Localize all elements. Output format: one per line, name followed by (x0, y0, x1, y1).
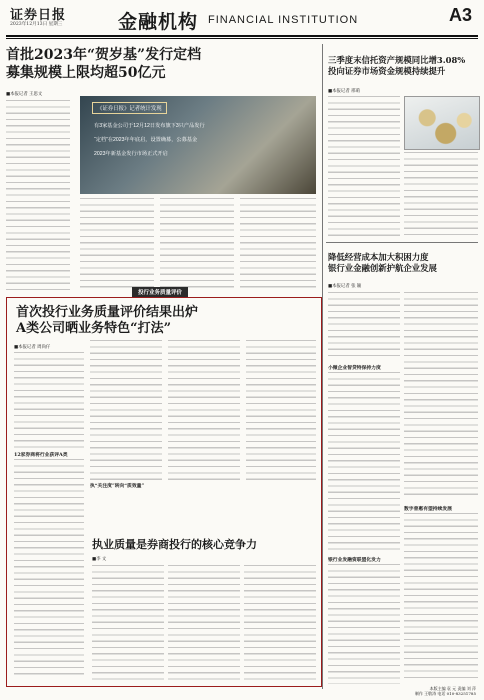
secondary-body-2 (14, 459, 84, 679)
lead-headline-line1: 首批2023年“贺岁基”发行定档 (6, 47, 202, 63)
right-mid-headline-line2: 银行业金融创新护航企业发展 (328, 262, 437, 273)
lead-headline (6, 47, 321, 82)
right-mid-subhead-2: 银行业发融资联盟化发力 (328, 557, 381, 563)
secondary-subhead-1: 12家券商将行业获评A类 (14, 452, 68, 458)
lead-headline-line2: 募集规模上限均超50亿元 (6, 64, 166, 81)
photo-caption-line3: 2023年新基金发行市场正式开启 (94, 151, 168, 157)
secondary-body-3 (90, 340, 162, 480)
lead-byline: ■本报记者 王思文 (6, 92, 43, 97)
right-mid-subhead-1: 小微企业智贷特保持力度 (328, 365, 381, 371)
secondary-body-1 (14, 352, 84, 448)
photo-caption-line2: “定档”在2023年年底启，设置确募，公募基金 (94, 137, 198, 143)
lead-body-column-2 (80, 198, 154, 290)
lead-body-column-1 (6, 100, 70, 290)
footer-editors: 本版主编 袁 元 责编 刘 萍 (429, 686, 476, 691)
lead-body-column-4 (240, 198, 316, 290)
right-top-body-column-2 (404, 152, 478, 236)
page-footer (415, 686, 476, 696)
lead-photo (80, 96, 316, 194)
feature-headline: 执业质量是券商投行的核心竞争力 (92, 538, 257, 551)
right-mid-body-b (328, 372, 400, 552)
feature-byline: ■李 文 (92, 557, 107, 562)
masthead (6, 4, 478, 34)
secondary-body-5 (246, 340, 316, 480)
secondary-section-tag: 投行业务质量评价 (132, 287, 188, 297)
secondary-headline (16, 305, 316, 338)
right-mid-subhead-3: 数字普惠有望持续发展 (404, 506, 452, 512)
feature-body-3 (244, 565, 316, 681)
section-title: 金融机构 (118, 11, 199, 33)
footer-contact: 制作 王敬涛 电话 010-83251785 (414, 691, 476, 696)
masthead-rule-thin (6, 38, 478, 39)
photo-caption-line1: 有3家基金公司于12月12日发布旗下3只产品发行 (94, 123, 205, 129)
lead-body-column-3 (160, 198, 234, 290)
section-title-en: FINANCIAL INSTITUTION (208, 14, 359, 26)
secondary-headline-line1: 首次投行业务质量评价结果出炉 (16, 305, 199, 320)
right-mid-byline: ■本报记者 张 颖 (328, 284, 362, 289)
right-mid-body-e (404, 513, 478, 681)
right-top-headline-line2: 投向证券市场资金规模持续提升 (328, 65, 446, 76)
right-top-headline (328, 55, 478, 76)
photo-tag: 《证券日报》记者统计发现 (92, 102, 167, 114)
right-divider (326, 242, 478, 243)
masthead-rule (6, 35, 478, 37)
right-top-headline-line1: 三季度末信托资产规模同比增3.08% (328, 55, 466, 65)
right-mid-headline-line1: 降低经营成本加大积困力度 (328, 252, 429, 262)
feature-body-1 (92, 565, 164, 681)
right-top-byline: ■本报记者 邢萌 (328, 89, 360, 94)
column-divider (322, 44, 323, 689)
secondary-subhead-2: 执“关注度”转向“质效量” (90, 483, 145, 489)
secondary-body-4 (168, 340, 240, 480)
feature-body-2 (168, 565, 240, 681)
secondary-byline: ■本报记者 周尚仔 (14, 345, 51, 350)
right-mid-headline (328, 252, 478, 273)
secondary-headline-line2: A类公司晒业务特色“打法” (16, 321, 172, 337)
right-mid-body-c (328, 564, 400, 684)
page-number: A3 (448, 5, 472, 25)
right-mid-body-a (328, 292, 400, 360)
right-top-body-column-1 (328, 96, 400, 236)
newspaper-logo: 证券日报 (10, 8, 67, 23)
right-mid-body-d (404, 292, 478, 500)
coins-photo (404, 96, 480, 150)
issue-date: 2023年12月13日 星期三 (10, 22, 63, 27)
